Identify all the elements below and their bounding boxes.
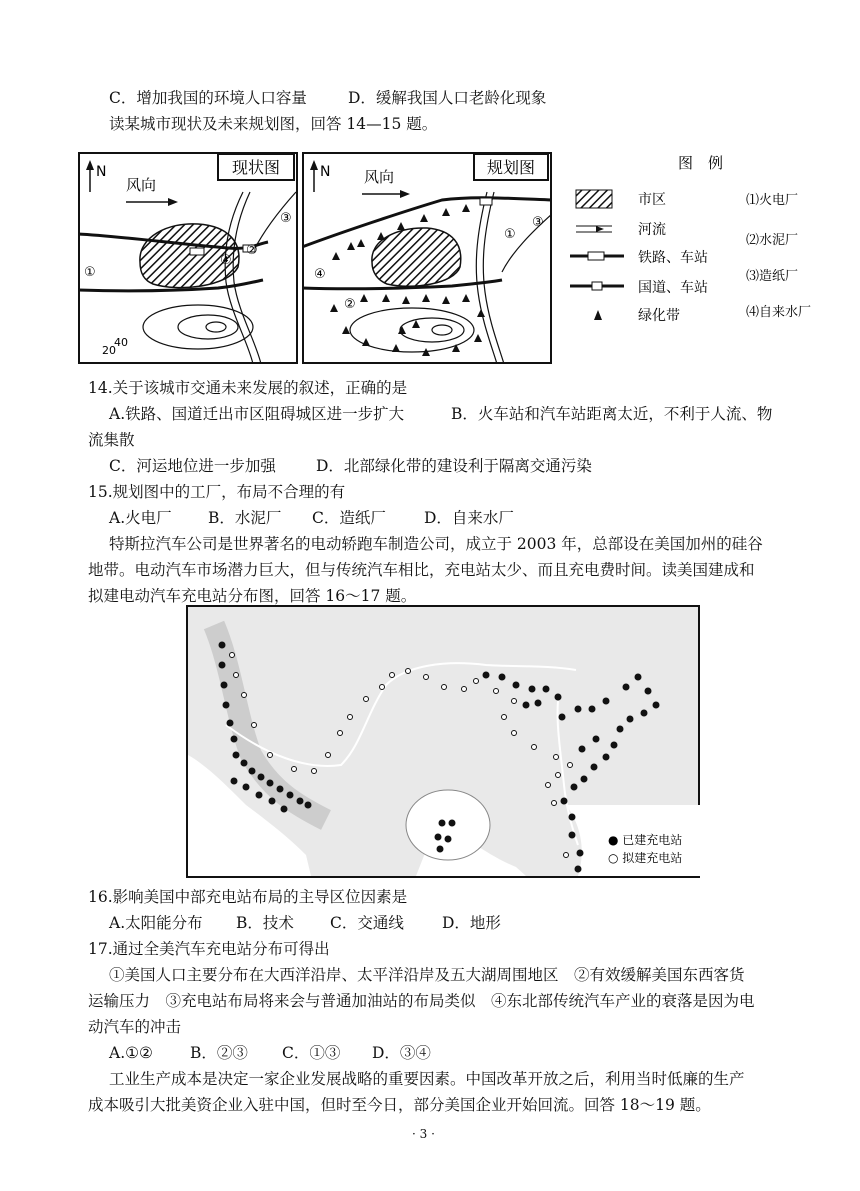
q17-option-b: B．②③ bbox=[190, 1044, 248, 1062]
q15-option-a: A.火电厂 bbox=[109, 509, 172, 527]
q15-option-d: D．自来水厂 bbox=[424, 509, 514, 527]
svg-text:绿化带: 绿化带 bbox=[638, 308, 680, 324]
map-legend bbox=[568, 152, 818, 364]
intro-16-17-line1: 特斯拉汽车公司是世界著名的电动轿跑车制造公司，成立于 2003 年，总部设在美国加州的硅谷 bbox=[109, 535, 763, 553]
q15-option-b: B．水泥厂 bbox=[208, 509, 282, 527]
svg-text:④: ④ bbox=[314, 267, 326, 282]
intro-14-15: 读某城市现状及未来规划图，回答 14—15 题。 bbox=[109, 115, 438, 133]
q17-stem: 17.通过全美汽车充电站分布可得出 bbox=[88, 940, 330, 958]
plan-map-title: 规划图 bbox=[486, 158, 536, 177]
svg-text:③: ③ bbox=[280, 211, 292, 226]
q14-option-b: B．火车站和汽车站距离太近，不利于人流、物 bbox=[451, 405, 773, 423]
svg-text:40: 40 bbox=[114, 336, 128, 349]
plan-map bbox=[302, 152, 552, 364]
legend-planned: ○ 拟建充电站 bbox=[608, 851, 683, 865]
q14-option-a: A.铁路、国道迁出市区阻碍城区进一步扩大 bbox=[109, 405, 405, 423]
svg-text:N: N bbox=[320, 164, 331, 180]
q16-option-a: A.太阳能分布 bbox=[109, 914, 203, 932]
svg-text:⑷自来水厂: ⑷自来水厂 bbox=[746, 305, 812, 320]
legend-built: ● 已建充电站 bbox=[608, 833, 683, 847]
q14-option-d: D．北部绿化带的建设利于隔离交通污染 bbox=[316, 457, 592, 475]
svg-text:风向: 风向 bbox=[126, 176, 157, 194]
page-number: · 3 · bbox=[412, 1127, 435, 1141]
intro-18-19-line1: 工业生产成本是决定一家企业发展战略的重要因素。中国改革开放之后，利用当时低廉的生产 bbox=[109, 1070, 745, 1088]
svg-text:铁路、车站: 铁路、车站 bbox=[638, 250, 708, 266]
svg-text:国道、车站: 国道、车站 bbox=[638, 280, 708, 296]
svg-text:风向: 风向 bbox=[364, 168, 395, 186]
q17-line2: 运输压力 ③充电站布局将来会与普通加油站的布局类似 ④东北部传统汽车产业的衰落是因为电 bbox=[88, 992, 755, 1010]
svg-text:④: ④ bbox=[220, 253, 232, 268]
svg-text:②: ② bbox=[246, 243, 258, 258]
svg-text:市区: 市区 bbox=[638, 192, 666, 208]
svg-text:⑴火电厂: ⑴火电厂 bbox=[746, 193, 799, 208]
q14-stem: 14.关于该城市交通未来发展的叙述，正确的是 bbox=[88, 379, 408, 397]
q15-stem: 15.规划图中的工厂，布局不合理的有 bbox=[88, 483, 346, 501]
q17-option-c: C．①③ bbox=[282, 1044, 341, 1062]
q16-stem: 16.影响美国中部充电站布局的主导区位因素是 bbox=[88, 888, 408, 906]
q16-option-c: C．交通线 bbox=[330, 914, 404, 932]
q14-option-b-cont: 流集散 bbox=[88, 431, 135, 449]
usa-charging-map bbox=[186, 605, 700, 878]
q16-option-b: B．技术 bbox=[236, 914, 294, 932]
intro-16-17-line2: 地带。电动汽车市场潜力巨大，但与传统汽车相比，充电站太少、而且充电费时间。读美国建成和 bbox=[88, 561, 755, 579]
q17-line3: 动汽车的冲击 bbox=[88, 1018, 182, 1036]
svg-text:③: ③ bbox=[532, 215, 544, 230]
svg-text:N: N bbox=[96, 164, 107, 180]
current-map bbox=[78, 152, 298, 364]
intro-16-17-line3: 拟建电动汽车充电站分布图，回答 16～17 题。 bbox=[88, 587, 417, 605]
current-map-title: 现状图 bbox=[231, 158, 281, 177]
q17-option-d: D．③④ bbox=[372, 1044, 431, 1062]
svg-text:河流: 河流 bbox=[638, 222, 666, 238]
q15-option-c: C．造纸厂 bbox=[312, 509, 386, 527]
q13-option-d: D．缓解我国人口老龄化现象 bbox=[348, 89, 547, 107]
svg-text:20: 20 bbox=[102, 344, 116, 357]
legend-title: 图 例 bbox=[678, 154, 724, 172]
q14-option-c: C．河运地位进一步加强 bbox=[109, 457, 276, 475]
q16-option-d: D．地形 bbox=[442, 914, 501, 932]
svg-text:⑶造纸厂: ⑶造纸厂 bbox=[746, 269, 799, 284]
intro-18-19-line2: 成本吸引大批美资企业入驻中国，但时至今日，部分美国企业开始回流。回答 18～19 题。 bbox=[88, 1096, 711, 1114]
q17-option-a: A.①② bbox=[109, 1044, 153, 1062]
svg-text:⑵水泥厂: ⑵水泥厂 bbox=[746, 233, 799, 248]
svg-text:①: ① bbox=[504, 227, 516, 242]
svg-text:②: ② bbox=[344, 297, 356, 312]
q17-line1: ①美国人口主要分布在大西洋沿岸、太平洋沿岸及五大湖周围地区 ②有效缓解美国东西客货 bbox=[109, 966, 745, 984]
svg-text:①: ① bbox=[84, 265, 96, 280]
q13-option-c: C．增加我国的环境人口容量 bbox=[109, 89, 307, 107]
